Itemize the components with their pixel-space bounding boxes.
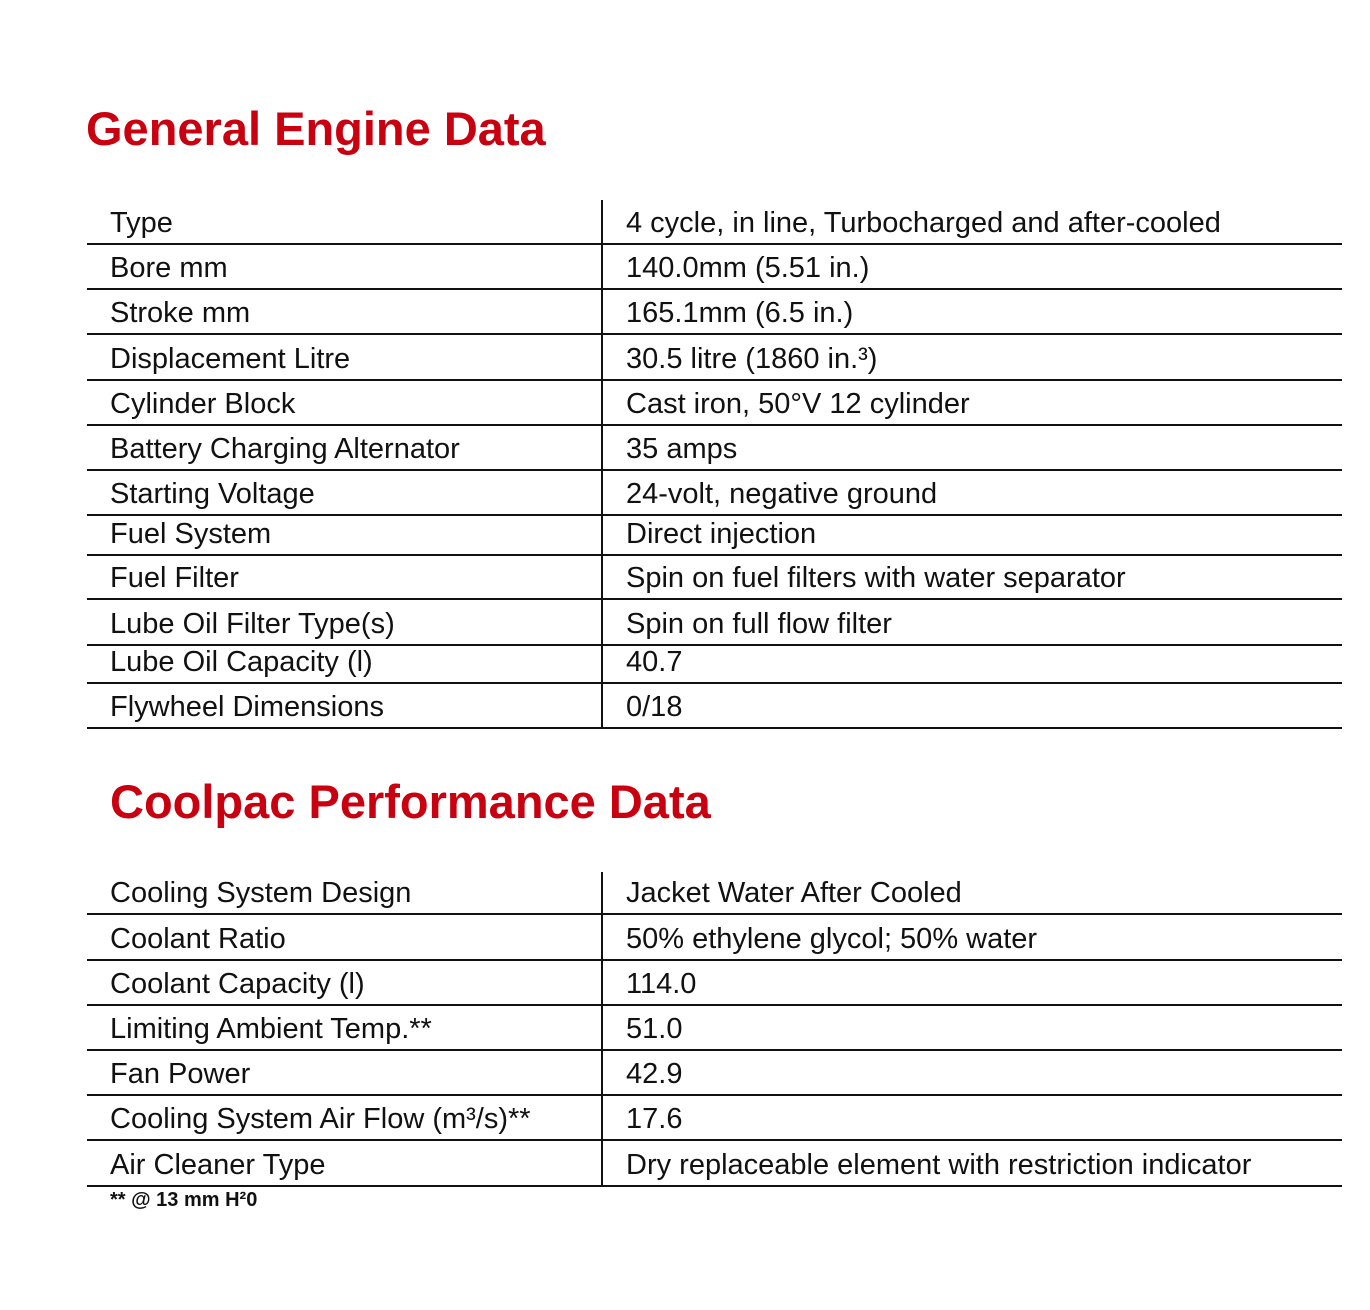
table-row	[87, 1006, 1342, 1051]
spec-value-fan-power: 42.9	[626, 1058, 683, 1090]
table-row	[87, 1141, 1342, 1187]
spec-value-coolant-capacity: 114.0	[626, 968, 697, 1000]
spec-value-alternator: 35 amps	[626, 433, 738, 465]
spec-value-air-cleaner-type: Dry replaceable element with restriction indicator	[626, 1149, 1252, 1181]
spec-value-flywheel: 0/18	[626, 691, 683, 723]
table-row	[87, 335, 1342, 381]
spec-value-limiting-ambient-temp: 51.0	[626, 1013, 683, 1045]
spec-label-lube-oil-capacity: Lube Oil Capacity (l)	[87, 646, 603, 682]
spec-label-air-cleaner-type: Air Cleaner Type	[87, 1141, 603, 1185]
spec-label-fuel-filter: Fuel Filter	[87, 556, 603, 598]
table-row	[87, 556, 1342, 600]
table-row	[87, 516, 1342, 556]
spec-label-air-flow: Cooling System Air Flow (m³/s)**	[87, 1096, 603, 1139]
spec-value-bore: 140.0mm (5.51 in.)	[626, 252, 870, 284]
table-row	[87, 290, 1342, 335]
spec-value-lube-oil-filter: Spin on full flow filter	[626, 608, 892, 640]
spec-value-stroke: 165.1mm (6.5 in.)	[626, 297, 854, 329]
table-row	[87, 600, 1342, 646]
footnote: ** @ 13 mm H²0	[110, 1189, 258, 1211]
spec-label-fuel-system: Fuel System	[87, 516, 603, 554]
spec-label-cylinder-block: Cylinder Block	[87, 381, 603, 424]
spec-value-fuel-filter: Spin on fuel filters with water separator	[626, 562, 1126, 594]
spec-value-lube-oil-capacity: 40.7	[626, 646, 683, 678]
spec-value-cylinder-block: Cast iron, 50°V 12 cylinder	[626, 388, 970, 420]
spec-label-flywheel: Flywheel Dimensions	[87, 684, 603, 727]
general-engine-data-title: General Engine Data	[86, 102, 546, 155]
table-row	[87, 915, 1342, 961]
table-row	[87, 245, 1342, 290]
table-row	[87, 646, 1342, 684]
spec-label-stroke: Stroke mm	[87, 290, 603, 333]
spec-label-cooling-system-design: Cooling System Design	[87, 872, 603, 913]
spec-value-displacement: 30.5 litre (1860 in.³)	[626, 343, 878, 375]
table-row	[87, 200, 1342, 245]
general-engine-data-table	[87, 200, 1342, 729]
spec-label-type: Type	[87, 200, 603, 243]
table-row	[87, 426, 1342, 471]
spec-label-fan-power: Fan Power	[87, 1051, 603, 1094]
spec-value-starting-voltage: 24-volt, negative ground	[626, 478, 938, 510]
spec-label-limiting-ambient-temp: Limiting Ambient Temp.**	[87, 1006, 603, 1049]
spec-value-air-flow: 17.6	[626, 1103, 683, 1135]
spec-label-displacement: Displacement Litre	[87, 335, 603, 379]
table-row	[87, 471, 1342, 516]
table-row	[87, 1051, 1342, 1096]
coolpac-performance-data-title: Coolpac Performance Data	[110, 775, 711, 828]
spec-label-alternator: Battery Charging Alternator	[87, 426, 603, 469]
table-row	[87, 872, 1342, 915]
spec-label-starting-voltage: Starting Voltage	[87, 471, 603, 514]
spec-value-cooling-system-design: Jacket Water After Cooled	[626, 877, 962, 909]
spec-label-coolant-ratio: Coolant Ratio	[87, 915, 603, 959]
spec-label-coolant-capacity: Coolant Capacity (l)	[87, 961, 603, 1004]
spec-value-type: 4 cycle, in line, Turbocharged and after-cooled	[626, 207, 1221, 239]
spec-value-fuel-system: Direct injection	[626, 518, 817, 550]
coolpac-performance-data-table	[87, 872, 1342, 1187]
table-row	[87, 684, 1342, 729]
table-row	[87, 1096, 1342, 1141]
table-row	[87, 381, 1342, 426]
spec-value-coolant-ratio: 50% ethylene glycol; 50% water	[626, 923, 1038, 955]
spec-label-bore: Bore mm	[87, 245, 603, 288]
table-row	[87, 961, 1342, 1006]
spec-label-lube-oil-filter: Lube Oil Filter Type(s)	[87, 600, 603, 644]
